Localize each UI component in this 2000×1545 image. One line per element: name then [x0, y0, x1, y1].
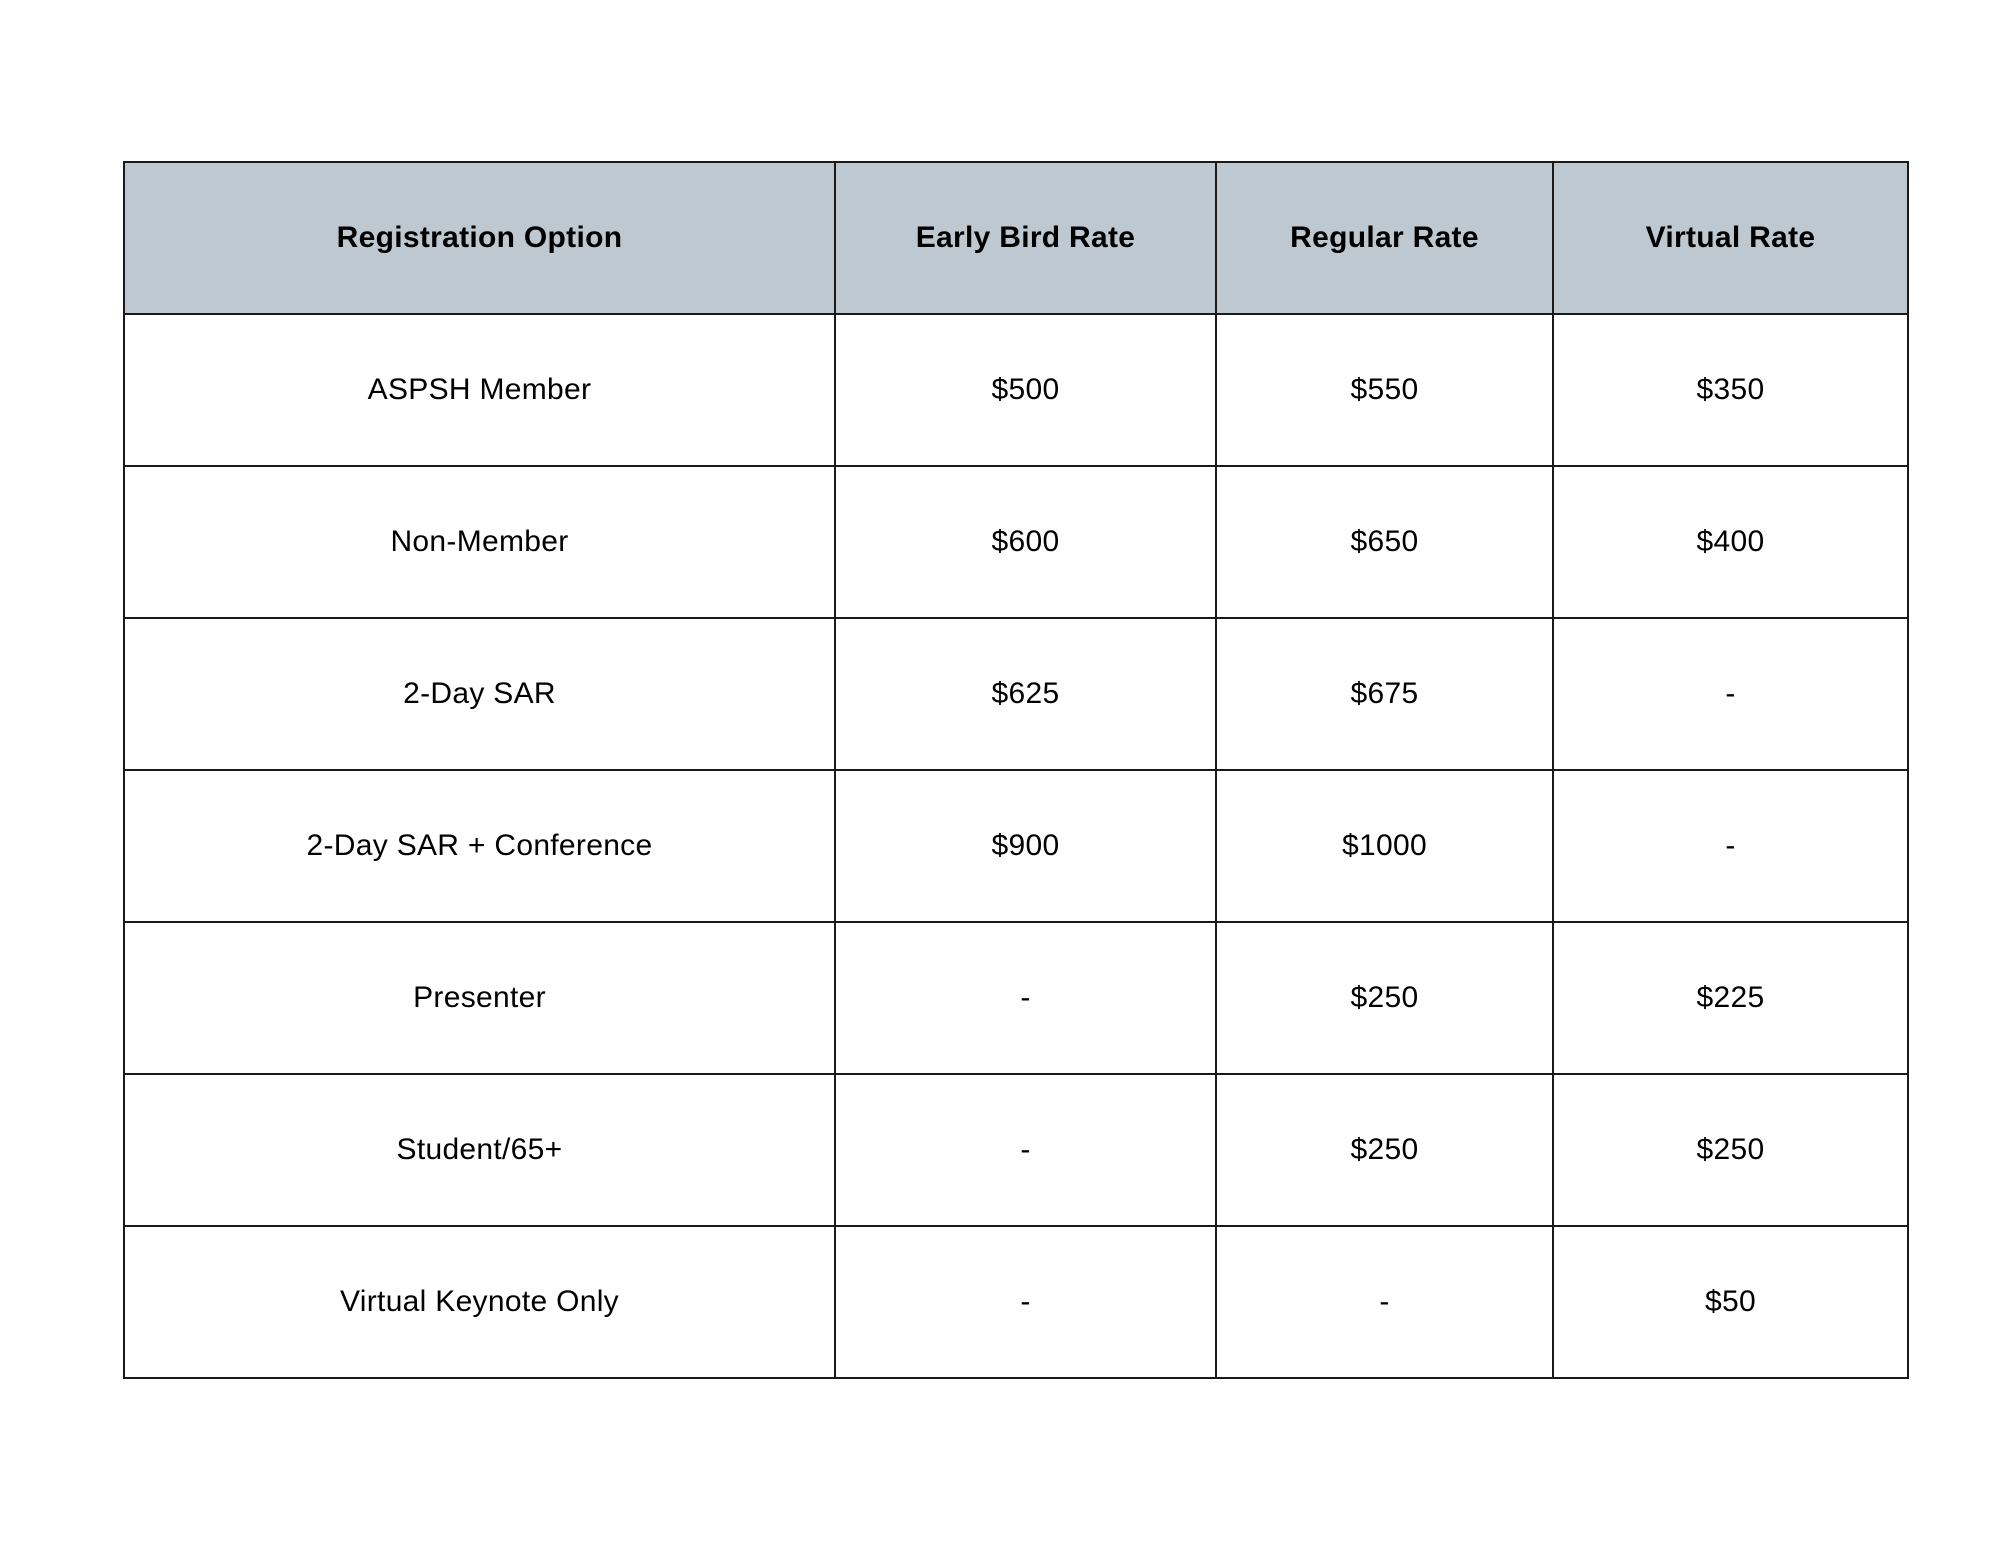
cell-virtual: $225 — [1553, 922, 1908, 1074]
cell-virtual: $400 — [1553, 466, 1908, 618]
cell-regular: $650 — [1216, 466, 1553, 618]
header-early-bird-rate: Early Bird Rate — [835, 162, 1216, 314]
table-header-row — [124, 162, 1908, 314]
cell-option: Non-Member — [124, 466, 835, 618]
table-row — [124, 466, 1908, 618]
cell-virtual: - — [1553, 618, 1908, 770]
cell-option: 2-Day SAR + Conference — [124, 770, 835, 922]
cell-regular: $1000 — [1216, 770, 1553, 922]
cell-regular: $550 — [1216, 314, 1553, 466]
cell-early-bird: $900 — [835, 770, 1216, 922]
table-row — [124, 770, 1908, 922]
cell-regular: $675 — [1216, 618, 1553, 770]
cell-option: Virtual Keynote Only — [124, 1226, 835, 1378]
table-row — [124, 922, 1908, 1074]
cell-option: Presenter — [124, 922, 835, 1074]
cell-early-bird: $625 — [835, 618, 1216, 770]
cell-virtual: $250 — [1553, 1074, 1908, 1226]
table-row — [124, 1226, 1908, 1378]
table-row — [124, 618, 1908, 770]
cell-early-bird: - — [835, 1226, 1216, 1378]
cell-virtual: - — [1553, 770, 1908, 922]
cell-option: Student/65+ — [124, 1074, 835, 1226]
cell-regular: $250 — [1216, 1074, 1553, 1226]
cell-virtual: $50 — [1553, 1226, 1908, 1378]
cell-early-bird: - — [835, 922, 1216, 1074]
table-row — [124, 1074, 1908, 1226]
header-virtual-rate: Virtual Rate — [1553, 162, 1908, 314]
header-registration-option: Registration Option — [124, 162, 835, 314]
cell-early-bird: - — [835, 1074, 1216, 1226]
table-row — [124, 314, 1908, 466]
header-regular-rate: Regular Rate — [1216, 162, 1553, 314]
cell-virtual: $350 — [1553, 314, 1908, 466]
cell-regular: - — [1216, 1226, 1553, 1378]
cell-regular: $250 — [1216, 922, 1553, 1074]
cell-option: ASPSH Member — [124, 314, 835, 466]
cell-early-bird: $600 — [835, 466, 1216, 618]
cell-early-bird: $500 — [835, 314, 1216, 466]
cell-option: 2-Day SAR — [124, 618, 835, 770]
registration-rates-table — [123, 161, 1909, 1379]
